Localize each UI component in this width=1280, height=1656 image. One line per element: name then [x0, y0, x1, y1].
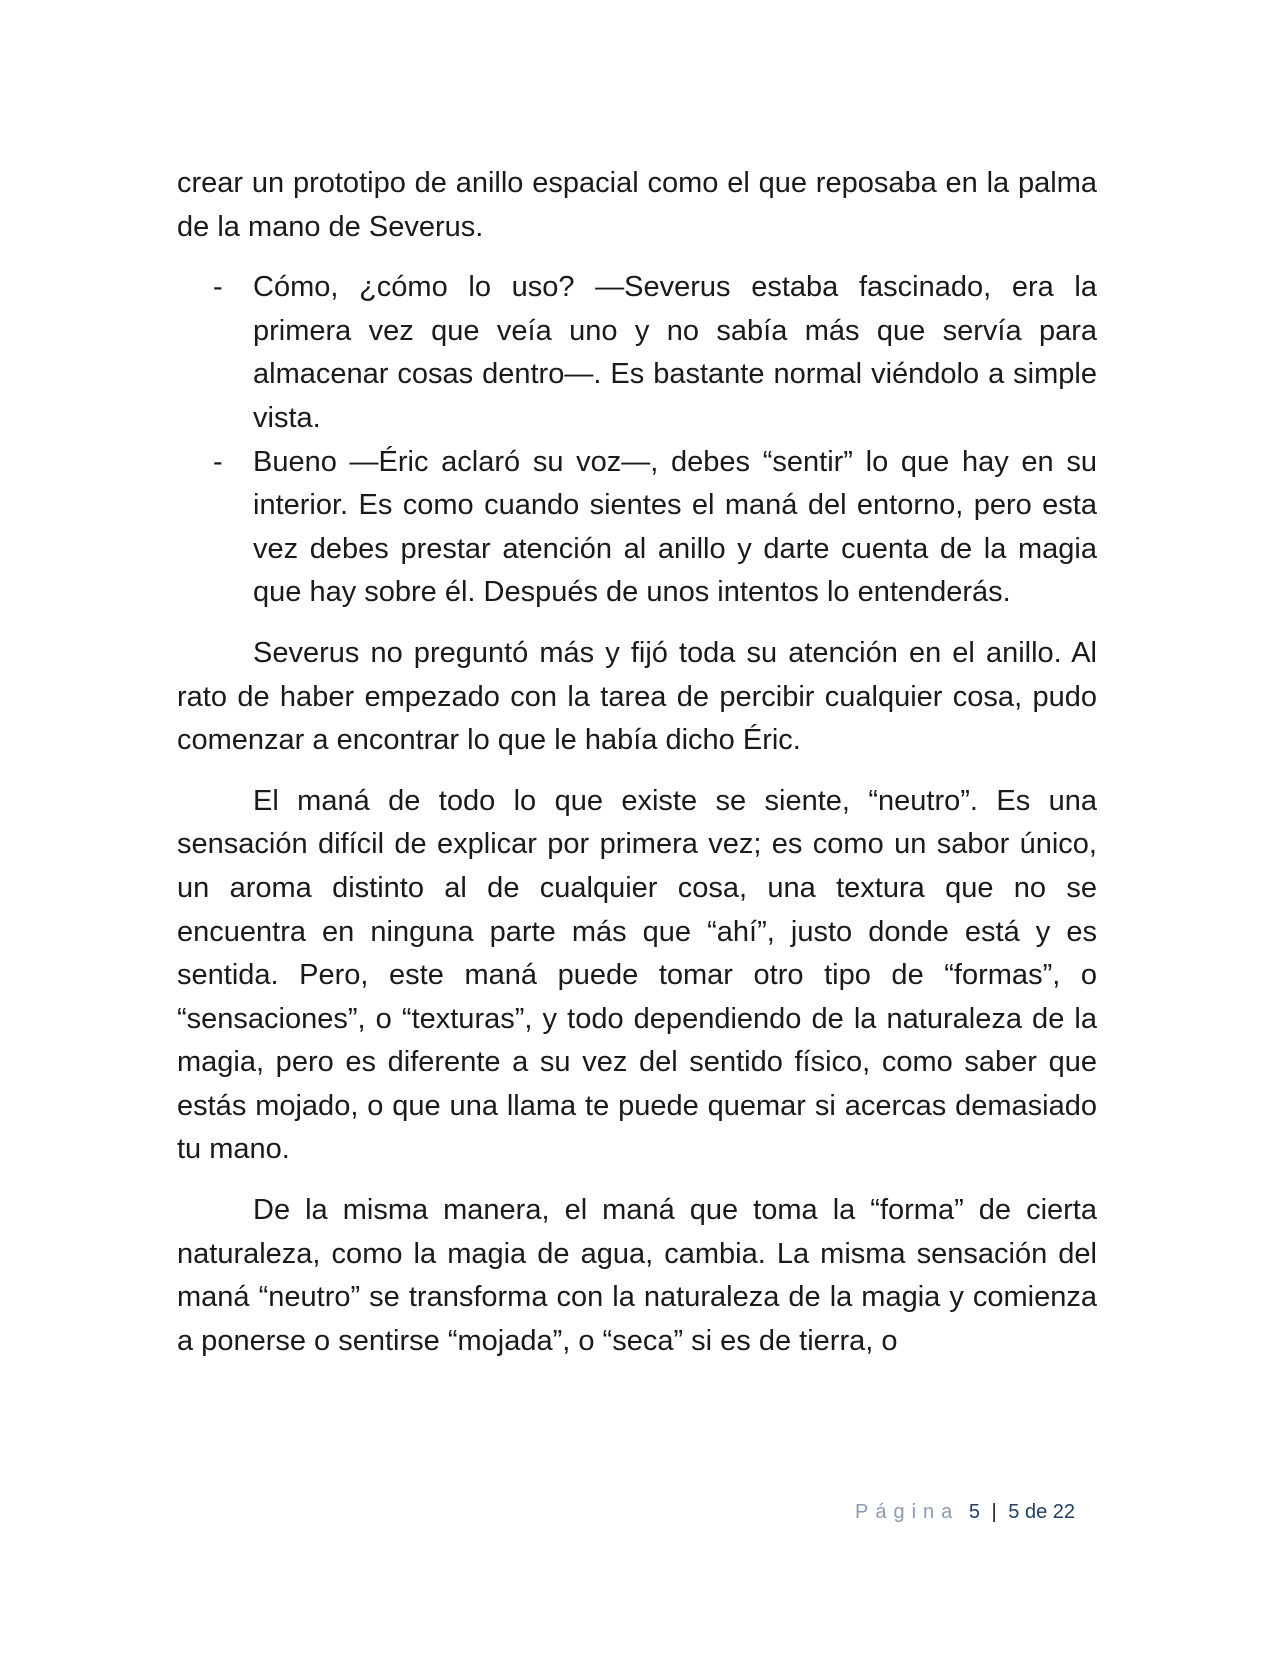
- page-footer: [855, 1498, 1075, 1526]
- dialogue-dash: -: [213, 445, 223, 478]
- paragraph-continuation: crear un prototipo de anillo espacial como el que reposaba en la palma de la mano de Severus.: [177, 167, 1097, 243]
- paragraph: Severus no preguntó más y fijó toda su atención en el anillo. Al rato de haber empezado con la tarea de percibir cualquier cosa, pudo comenzar a encontrar lo que le había dicho Éric.: [177, 636, 1097, 757]
- dialogue-text: Cómo, ¿cómo lo uso? —Severus estaba fascinado, era la primera vez que veía uno y no sabía más que servía para almacenar cosas dentro—. Es bastante normal viéndolo a simple vista.: [253, 271, 1097, 434]
- document-body: [177, 162, 1097, 1380]
- dialogue-text: Bueno —Éric aclaró su voz—, debes “sentir” lo que hay en su interior. Es como cuando sientes el maná del entorno, pero esta vez debes prestar atención al anillo y darte cuenta de la magia que hay sobre él. Después de unos intentos lo entenderás.: [253, 445, 1097, 609]
- dialogue-list: [177, 266, 1097, 615]
- footer-page-label: Página: [855, 1501, 960, 1523]
- paragraph: El maná de todo lo que existe se siente, “neutro”. Es una sensación difícil de explicar por primera vez; es como un sabor único, un aroma distinto al de cualquier cosa, una textura que no se encuentra en ninguna parte más que “ahí”, justo donde está y es sentida. Pero, este maná puede tomar otro tipo de “formas”, o “sensaciones”, o “texturas”, y todo dependiendo de la naturaleza de la magia, pero es diferente a su vez del sentido físico, como saber que estás mojado, o que una llama te puede quemar si acercas demasiado tu mano.: [177, 784, 1097, 1166]
- footer-page-number: 5: [968, 1501, 980, 1523]
- dialogue-dash: -: [213, 271, 223, 304]
- dialogue-line: [177, 266, 1097, 440]
- footer-page-count: 5 de 22: [1008, 1501, 1076, 1523]
- dialogue-line: [177, 441, 1097, 615]
- paragraph: De la misma manera, el maná que toma la “forma” de cierta naturaleza, como la magia de agua, cambia. La misma sensación del maná “neutro” se transforma con la naturaleza de la magia y comienza a ponerse o sentirse “mojada”, o “seca” si es de tierra, o: [177, 1194, 1097, 1357]
- footer-separator: |: [991, 1501, 997, 1523]
